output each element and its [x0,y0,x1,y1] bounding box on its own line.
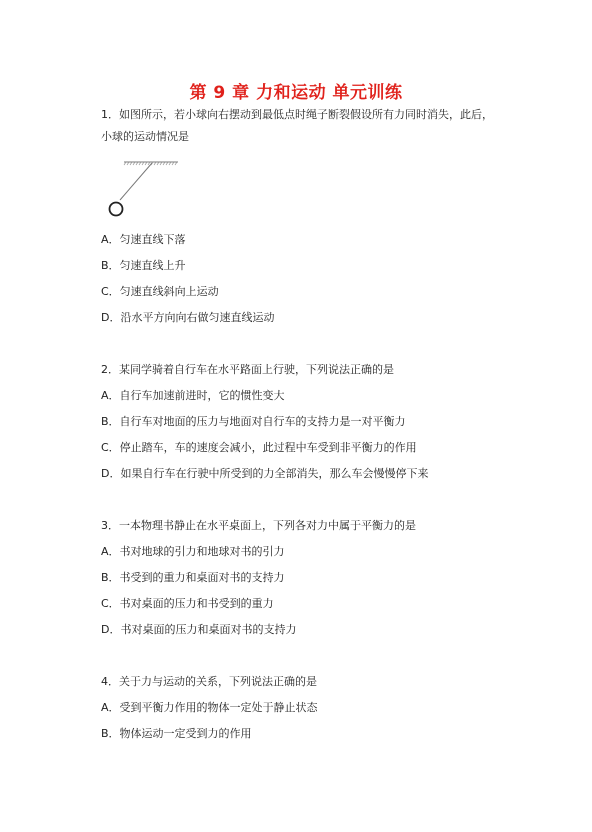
question-3-option-b: B．书受到的重力和桌面对书的支持力 [101,571,285,584]
pendulum-string [120,163,152,200]
question-4-option-a: A．受到平衡力作用的物体一定处于静止状态 [101,701,318,714]
question-4-option-b: B．物体运动一定受到力的作用 [101,727,252,740]
question-3-option-a: A．书对地球的引力和地球对书的引力 [101,545,285,558]
question-1-option-b: B．匀速直线上升 [101,259,186,272]
pendulum-ball [110,203,123,216]
question-2-option-a: A．自行车加速前进时，它的惯性变大 [101,389,285,402]
document-title: 第 9 章 力和运动 单元训练 [189,83,403,103]
question-1-option-d: D．沿水平方向向右做匀速直线运动 [101,311,275,324]
question-1-stem: 1．如图所示，若小球向右摆动到最低点时绳子断裂假设所有力同时消失，此后，小球的运动情况是 [101,108,493,143]
question-2-stem: 2．某同学骑着自行车在水平路面上行驶，下列说法正确的是 [101,363,394,376]
question-1-option-c: C．匀速直线斜向上运动 [101,285,219,298]
question-4-stem: 4．关于力与运动的关系，下列说法正确的是 [101,675,317,688]
question-3-option-c: C．书对桌面的压力和书受到的重力 [101,597,274,610]
question-1-option-a: A．匀速直线下落 [101,233,186,246]
question-2-option-b: B．自行车对地面的压力与地面对自行车的支持力是一对平衡力 [101,415,406,428]
question-2-option-c: C．停止踏车，车的速度会减小，此过程中车受到非平衡力的作用 [101,441,417,454]
question-1 [101,104,501,148]
question-3-stem: 3．一本物理书静止在水平桌面上，下列各对力中属于平衡力的是 [101,519,416,532]
question-3-option-d: D．书对桌面的压力和桌面对书的支持力 [101,623,297,636]
pendulum-figure [100,158,190,220]
question-2-option-d: D．如果自行车在行驶中所受到的力全部消失，那么车会慢慢停下来 [101,467,429,480]
